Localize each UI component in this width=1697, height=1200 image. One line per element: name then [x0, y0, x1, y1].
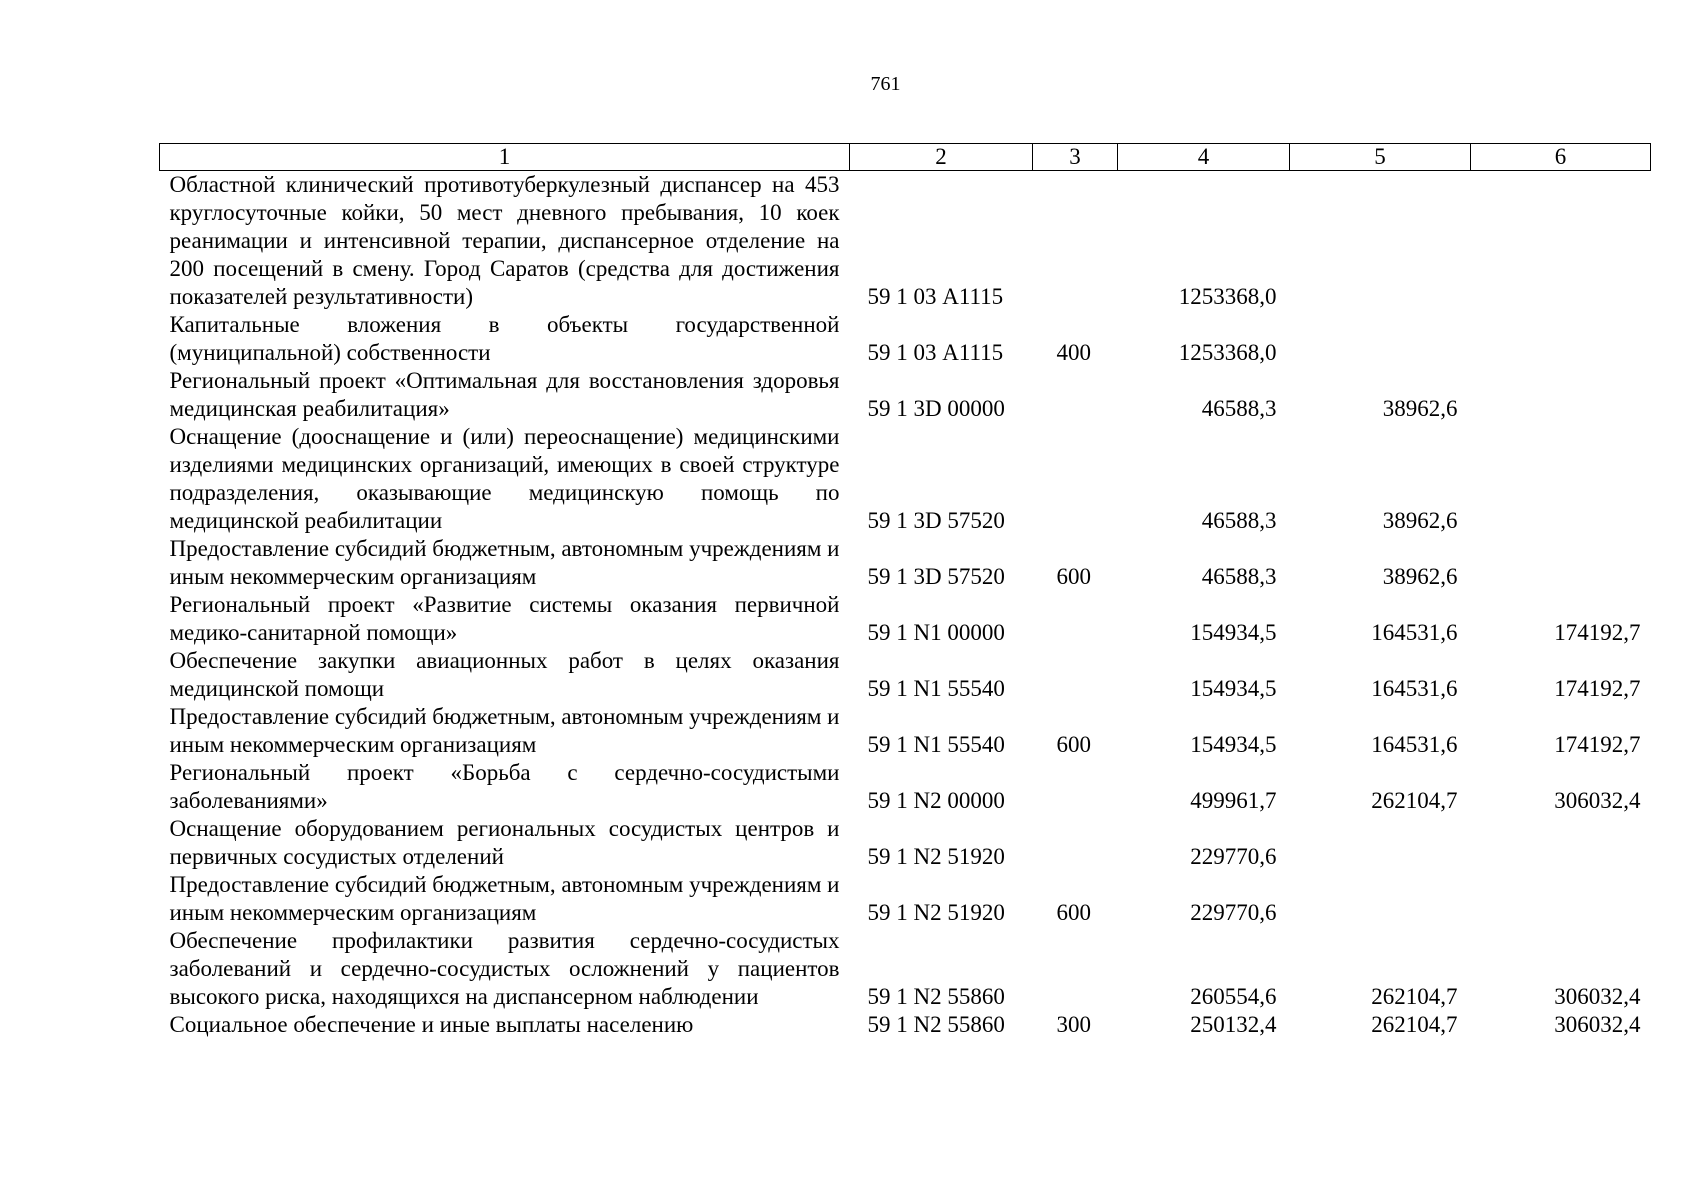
- row-value-col4: 260554,6: [1190, 984, 1277, 1009]
- row-value-col6: [1471, 871, 1651, 927]
- row-name: Оснащение оборудованием региональных сосудистых центров и первичных сосудистых отделений: [169, 816, 840, 869]
- row-value-col5: 38962,6: [1382, 508, 1458, 533]
- table-body: [160, 171, 1651, 1040]
- row-value-col5: 262104,7: [1371, 1012, 1458, 1037]
- row-value-col5: 262104,7: [1371, 788, 1458, 813]
- row-expense-type: [1033, 171, 1118, 312]
- budget-table: [159, 143, 1651, 1039]
- row-expense-type: 400: [1056, 340, 1091, 365]
- row-value-col4: 46588,3: [1201, 396, 1277, 421]
- row-value-col4: 250132,4: [1190, 1012, 1277, 1037]
- row-value-col4: 154934,5: [1190, 676, 1277, 701]
- table-header: [160, 144, 1651, 171]
- table-row: [160, 759, 1651, 815]
- row-value-col5: 164531,6: [1371, 676, 1458, 701]
- table-row: [160, 815, 1651, 871]
- row-value-col6: [1471, 815, 1651, 871]
- row-value-col4: 1253368,0: [1178, 340, 1277, 365]
- row-code: 59 1 3D 57520: [867, 508, 1005, 533]
- row-name: Социальное обеспечение и иные выплаты населению: [169, 1012, 694, 1037]
- table-row: [160, 535, 1651, 591]
- row-expense-type: [1033, 647, 1118, 703]
- row-name: Капитальные вложения в объекты государственной (муниципальной) собственности: [169, 312, 840, 365]
- row-expense-type: [1033, 759, 1118, 815]
- row-value-col5: 38962,6: [1382, 564, 1458, 589]
- row-value-col4: 1253368,0: [1178, 284, 1277, 309]
- row-code: 59 1 N2 00000: [867, 788, 1005, 813]
- row-expense-type: 600: [1056, 564, 1091, 589]
- row-code: 59 1 3D 00000: [867, 396, 1005, 421]
- row-code: 59 1 N1 00000: [867, 620, 1005, 645]
- table-row: [160, 871, 1651, 927]
- row-name: Региональный проект «Борьба с сердечно-сосудистыми заболеваниями»: [169, 760, 840, 813]
- row-value-col6: 174192,7: [1554, 620, 1641, 645]
- row-value-col5: 262104,7: [1371, 984, 1458, 1009]
- row-value-col6: [1471, 311, 1651, 367]
- header-cell-1: 1: [160, 144, 850, 171]
- row-value-col6: 174192,7: [1554, 676, 1641, 701]
- row-value-col4: 229770,6: [1190, 900, 1277, 925]
- row-value-col4: 229770,6: [1190, 844, 1277, 869]
- row-name: Оснащение (дооснащение и (или) переоснащение) медицинскими изделиями медицинских организаций, имеющих в своей структуре подразделения, оказывающие медицинскую помощь по медицинской реабилитации: [169, 424, 840, 533]
- header-cell-2: 2: [850, 144, 1033, 171]
- row-code: 59 1 3D 57520: [867, 564, 1005, 589]
- row-code: 59 1 03 А1115: [867, 340, 1004, 365]
- row-name: Региональный проект «Оптимальная для восстановления здоровья медицинская реабилитация»: [169, 368, 840, 421]
- row-value-col6: 306032,4: [1554, 984, 1641, 1009]
- row-name: Предоставление субсидий бюджетным, автономным учреждениям и иным некоммерческим организациям: [169, 536, 840, 589]
- row-value-col6: 174192,7: [1554, 732, 1641, 757]
- row-code: 59 1 03 А1115: [867, 284, 1004, 309]
- row-name: Предоставление субсидий бюджетным, автономным учреждениям и иным некоммерческим организациям: [169, 704, 840, 757]
- row-value-col5: [1290, 871, 1471, 927]
- row-code: 59 1 N1 55540: [867, 676, 1005, 701]
- row-value-col4: 46588,3: [1201, 508, 1277, 533]
- table-row: [160, 171, 1651, 312]
- row-value-col6: 306032,4: [1554, 788, 1641, 813]
- row-code: 59 1 N2 55860: [867, 984, 1005, 1009]
- row-name: Областной клинический противотуберкулезный диспансер на 453 круглосуточные койки, 50 мест дневного пребывания, 10 коек реанимации и интенсивной терапии, диспансерное отделение на 200 посещений в смену. Город Саратов (средства для достижения показателей результативности): [169, 172, 840, 309]
- row-value-col5: 38962,6: [1382, 396, 1458, 421]
- row-value-col5: 164531,6: [1371, 620, 1458, 645]
- header-row: [160, 144, 1651, 171]
- row-value-col5: [1290, 311, 1471, 367]
- row-name: Региональный проект «Развитие системы оказания первичной медико-санитарной помощи»: [169, 592, 840, 645]
- header-cell-3: 3: [1033, 144, 1118, 171]
- row-value-col6: 306032,4: [1554, 1012, 1641, 1037]
- table-row: [160, 703, 1651, 759]
- row-value-col6: [1471, 367, 1651, 423]
- row-value-col6: [1471, 171, 1651, 312]
- page-number: 761: [870, 73, 901, 95]
- table-row: [160, 367, 1651, 423]
- row-code: 59 1 N2 51920: [867, 900, 1005, 925]
- row-name: Обеспечение закупки авиационных работ в целях оказания медицинской помощи: [169, 648, 840, 701]
- row-expense-type: 600: [1056, 732, 1091, 757]
- table-row: [160, 1011, 1651, 1039]
- header-cell-4: 4: [1118, 144, 1290, 171]
- row-code: 59 1 N1 55540: [867, 732, 1005, 757]
- row-expense-type: [1033, 591, 1118, 647]
- row-value-col4: 46588,3: [1201, 564, 1277, 589]
- row-expense-type: [1033, 815, 1118, 871]
- table-row: [160, 311, 1651, 367]
- row-expense-type: [1033, 367, 1118, 423]
- row-value-col5: [1290, 815, 1471, 871]
- table-row: [160, 927, 1651, 1011]
- row-expense-type: [1033, 423, 1118, 535]
- row-name: Обеспечение профилактики развития сердечно-сосудистых заболеваний и сердечно-сосудистых осложнений у пациентов высокого риска, находящихся на диспансерном наблюдении: [169, 928, 840, 1009]
- row-value-col5: [1290, 171, 1471, 312]
- row-value-col5: 164531,6: [1371, 732, 1458, 757]
- table-row: [160, 423, 1651, 535]
- header-cell-5: 5: [1290, 144, 1471, 171]
- header-cell-6: 6: [1471, 144, 1651, 171]
- row-expense-type: [1033, 927, 1118, 1011]
- row-value-col4: 499961,7: [1190, 788, 1277, 813]
- row-code: 59 1 N2 55860: [867, 1012, 1005, 1037]
- row-value-col6: [1471, 423, 1651, 535]
- table-row: [160, 647, 1651, 703]
- row-expense-type: 300: [1056, 1012, 1091, 1037]
- table-row: [160, 591, 1651, 647]
- row-name: Предоставление субсидий бюджетным, автономным учреждениям и иным некоммерческим организациям: [169, 872, 840, 925]
- row-code: 59 1 N2 51920: [867, 844, 1005, 869]
- row-expense-type: 600: [1056, 900, 1091, 925]
- row-value-col6: [1471, 535, 1651, 591]
- row-value-col4: 154934,5: [1190, 732, 1277, 757]
- row-value-col4: 154934,5: [1190, 620, 1277, 645]
